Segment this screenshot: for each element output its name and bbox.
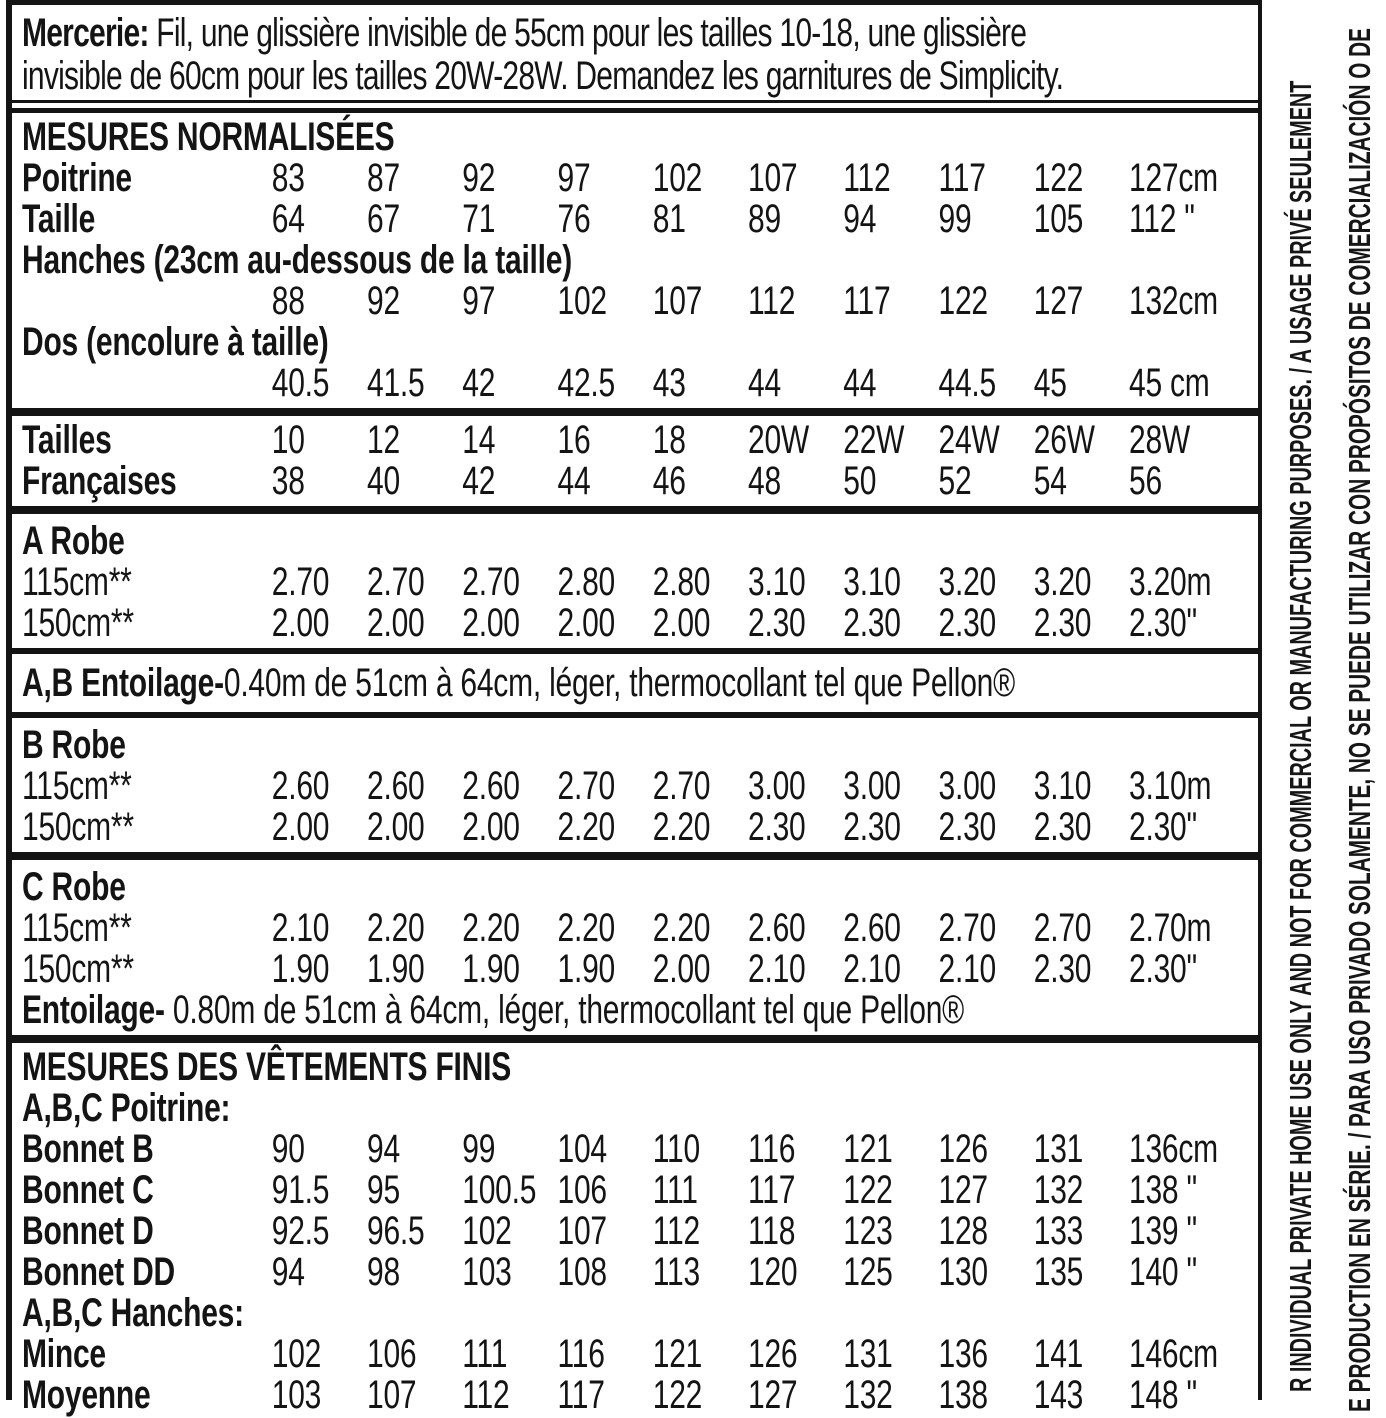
cell: 121 [652, 1332, 703, 1376]
cell: 45 [1033, 361, 1067, 405]
cell: 2.70 [557, 764, 615, 808]
cell: 126 [748, 1332, 798, 1376]
row-label: Bonnet D [22, 1209, 154, 1253]
cell: 2.10 [938, 947, 996, 991]
cell: 112 [462, 1373, 510, 1417]
row-label: Bonnet DD [22, 1250, 175, 1294]
cell: 2.70 [462, 560, 520, 604]
table-row [22, 766, 1252, 807]
cell: 2.70m [1129, 906, 1212, 950]
cell: 2.30 [1033, 805, 1092, 849]
cell: 2.70 [1033, 906, 1092, 950]
mercerie-line-1 [22, 12, 1252, 55]
cell: 1.90 [462, 947, 520, 991]
section-separator [12, 712, 1258, 718]
cell: 2.60 [462, 764, 520, 808]
cell: 64 [271, 197, 305, 241]
cell: 116 [748, 1127, 796, 1171]
cell: 1.90 [557, 947, 615, 991]
cell: 97 [462, 279, 496, 323]
cell: 2.30 [748, 601, 806, 645]
cell: 54 [1033, 459, 1067, 503]
cell: 3.20 [938, 560, 996, 604]
cell: 117 [843, 279, 891, 323]
section-heading: B Robe [22, 723, 126, 767]
cell: 102 [271, 1332, 322, 1376]
cell: 116 [557, 1332, 605, 1376]
note-row [22, 663, 1252, 704]
cell: 123 [843, 1209, 893, 1253]
cell: 112 [748, 279, 796, 323]
section-mesures-normalisees [22, 115, 1258, 406]
row-label: 150cm** [22, 947, 134, 991]
row-label: Poitrine [22, 156, 132, 200]
cell: 107 [557, 1209, 607, 1253]
cell: 131 [1033, 1127, 1084, 1171]
cell: 106 [557, 1168, 607, 1212]
cell: 127 [938, 1168, 988, 1212]
cell: 16 [557, 418, 591, 462]
cell: 88 [271, 279, 305, 323]
cell: 3.00 [843, 764, 901, 808]
cell: 146cm [1129, 1332, 1218, 1376]
cell: 3.20 [1033, 560, 1092, 604]
cell: 2.10 [271, 906, 330, 950]
cell: 56 [1129, 459, 1162, 503]
row-label: Françaises [22, 459, 177, 503]
mercerie-line-2: invisible de 60cm pour les tailles 20W-28W. Demandez les garnitures de Simplicity. [22, 54, 1064, 98]
row-label: Bonnet B [22, 1127, 154, 1171]
section-heading: MESURES NORMALISÉES [22, 115, 395, 159]
cell: 111 [652, 1168, 698, 1212]
cell: 94 [843, 197, 877, 241]
cell: 12 [367, 418, 400, 462]
cell: 107 [652, 279, 703, 323]
cell: 132 [843, 1373, 893, 1417]
cell: 42 [462, 361, 496, 405]
cell: 143 [1033, 1373, 1084, 1417]
cell: 122 [1033, 156, 1084, 200]
cell: 132 [1033, 1168, 1084, 1212]
table-row [22, 562, 1252, 603]
cell: 2.70 [367, 560, 425, 604]
cell: 2.00 [271, 601, 330, 645]
table-row [22, 199, 1252, 240]
cell: 136cm [1129, 1127, 1218, 1171]
section-heading: Dos (encolure à taille) [22, 320, 329, 364]
cell: 104 [557, 1127, 607, 1171]
cell: 91.5 [271, 1168, 330, 1212]
table-row [22, 949, 1252, 990]
cell: 130 [938, 1250, 988, 1294]
cell: 2.00 [367, 601, 425, 645]
row-label: Taille [22, 197, 96, 241]
cell: 18 [652, 418, 686, 462]
cell: 148 " [1129, 1373, 1197, 1417]
cell: 2.20 [367, 906, 425, 950]
section-separator [12, 1035, 1258, 1043]
table-row [22, 807, 1252, 848]
row-label: 115cm** [22, 764, 132, 808]
cell: 135 [1033, 1250, 1084, 1294]
cell: 117 [938, 156, 986, 200]
cell: 3.20m [1129, 560, 1212, 604]
cell: 2.60 [271, 764, 330, 808]
cell: 106 [367, 1332, 417, 1376]
cell: 2.10 [843, 947, 901, 991]
cell: 3.10 [843, 560, 901, 604]
cell: 132cm [1129, 279, 1218, 323]
cell: 111 [462, 1332, 508, 1376]
table-row [22, 1334, 1252, 1375]
cell: 92 [367, 279, 400, 323]
cell: 28W [1129, 418, 1191, 462]
cell: 2.30" [1129, 805, 1197, 849]
cell: 2.30 [748, 805, 806, 849]
cell: 43 [652, 361, 686, 405]
cell: 100.5 [462, 1168, 537, 1212]
cell: 3.10 [748, 560, 806, 604]
cell: 2.60 [748, 906, 806, 950]
table-row [22, 1170, 1252, 1211]
cell: 133 [1033, 1209, 1084, 1253]
cell: 42 [462, 459, 496, 503]
cell: 96.5 [367, 1209, 425, 1253]
cell: 112 [652, 1209, 700, 1253]
table-row [22, 1375, 1252, 1416]
cell: 71 [462, 197, 496, 241]
measurement-blocks [22, 100, 1258, 1418]
cell: 102 [557, 279, 607, 323]
note-text: 0.40m de 51cm à 64cm, léger, thermocollant tel que Pellon® [223, 661, 1016, 705]
section-heading: A,B,C Hanches: [22, 1291, 244, 1335]
cell: 45 cm [1129, 361, 1210, 405]
cell: 122 [938, 279, 988, 323]
section-heading: A,B,C Poitrine: [22, 1086, 231, 1130]
cell: 41.5 [367, 361, 425, 405]
table-row [22, 1129, 1252, 1170]
cell: 2.20 [652, 805, 711, 849]
cell: 2.80 [557, 560, 615, 604]
cell: 20W [748, 418, 810, 462]
cell: 92 [462, 156, 496, 200]
cell: 103 [271, 1373, 322, 1417]
table-row [22, 363, 1252, 404]
cell: 126 [938, 1127, 988, 1171]
cell: 2.20 [652, 906, 711, 950]
cell: 112 [843, 156, 891, 200]
cell: 2.80 [652, 560, 711, 604]
row-label: 150cm** [22, 805, 134, 849]
cell: 40.5 [271, 361, 330, 405]
cell: 131 [843, 1332, 893, 1376]
cell: 98 [367, 1250, 400, 1294]
cell: 2.20 [462, 906, 520, 950]
section-separator [12, 852, 1258, 860]
section-heading: MESURES DES VÊTEMENTS FINIS [22, 1045, 511, 1089]
section-vetements-finis [22, 1045, 1258, 1418]
row-label: Tailles [22, 418, 112, 462]
cell: 107 [367, 1373, 417, 1417]
section-heading: C Robe [22, 865, 126, 909]
section-ab-entoilage [22, 656, 1258, 710]
cell: 108 [557, 1250, 607, 1294]
cell: 92.5 [271, 1209, 330, 1253]
section-separator [12, 100, 1258, 113]
cell: 118 [748, 1209, 796, 1253]
section-heading: A Robe [22, 519, 125, 563]
cell: 99 [938, 197, 972, 241]
row-label: Mince [22, 1332, 106, 1376]
cell: 2.00 [652, 947, 711, 991]
cell: 48 [748, 459, 781, 503]
section-c-robe [22, 862, 1258, 1033]
cell: 87 [367, 156, 400, 200]
cell: 122 [843, 1168, 893, 1212]
copyright-text-english-french: R INDIVIDUAL PRIVATE HOME USE ONLY AND NOT FOR COMMERCIAL OR MANUFACTURING PURPOSES. / A USAGE PRIVÉ SEULEMENT [1283, 80, 1318, 1393]
cell: 2.30 [1033, 601, 1092, 645]
table-row [22, 461, 1252, 502]
cell: 112 " [1129, 197, 1195, 241]
cell: 127 [748, 1373, 798, 1417]
cell: 90 [271, 1127, 305, 1171]
cell: 121 [843, 1127, 893, 1171]
cell: 44.5 [938, 361, 996, 405]
note-row [22, 990, 1252, 1031]
cell: 107 [748, 156, 798, 200]
cell: 40 [367, 459, 400, 503]
cell: 2.30 [843, 601, 901, 645]
cell: 42.5 [557, 361, 615, 405]
cell: 26W [1033, 418, 1095, 462]
cell: 46 [652, 459, 686, 503]
cell: 140 " [1129, 1250, 1197, 1294]
cell: 2.70 [652, 764, 711, 808]
cell: 117 [748, 1168, 796, 1212]
cell: 139 " [1129, 1209, 1197, 1253]
cell: 3.00 [938, 764, 996, 808]
cell: 2.60 [843, 906, 901, 950]
row-label: 115cm** [22, 906, 132, 950]
cell: 127 [1033, 279, 1084, 323]
cell: 2.00 [462, 805, 520, 849]
cell: 44 [557, 459, 591, 503]
cell: 2.30 [938, 601, 996, 645]
cell: 117 [557, 1373, 605, 1417]
row-label: 115cm** [22, 560, 132, 604]
table-row [22, 908, 1252, 949]
cell: 2.30 [1033, 947, 1092, 991]
cell: 138 " [1129, 1168, 1197, 1212]
cell: 128 [938, 1209, 988, 1253]
cell: 67 [367, 197, 400, 241]
table-row [22, 420, 1252, 461]
table-row [22, 281, 1252, 322]
section-separator [12, 648, 1258, 654]
cell: 89 [748, 197, 781, 241]
cell: 103 [462, 1250, 512, 1294]
cell: 127cm [1129, 156, 1218, 200]
cell: 95 [367, 1168, 400, 1212]
cell: 120 [748, 1250, 798, 1294]
table-row [22, 158, 1252, 199]
section-tailles [22, 418, 1258, 504]
cell: 2.70 [938, 906, 996, 950]
mercerie-label: Mercerie: [22, 11, 149, 55]
cell: 3.10 [1033, 764, 1092, 808]
cell: 113 [652, 1250, 700, 1294]
cell: 44 [843, 361, 877, 405]
cell: 110 [652, 1127, 700, 1171]
cell: 2.30" [1129, 947, 1197, 991]
cell: 94 [271, 1250, 305, 1294]
mercerie-text-1: Fil, une glissière invisible de 55cm pour les tailles 10-18, une glissière [156, 11, 1027, 55]
cell: 3.00 [748, 764, 806, 808]
cell: 138 [938, 1373, 988, 1417]
mercerie-note [22, 10, 1258, 100]
cell: 2.30 [938, 805, 996, 849]
cell: 76 [557, 197, 591, 241]
cell: 2.10 [748, 947, 806, 991]
cell: 2.70 [271, 560, 330, 604]
cell: 3.10m [1129, 764, 1212, 808]
cell: 125 [843, 1250, 893, 1294]
section-a-robe [22, 516, 1258, 646]
row-label: Bonnet C [22, 1168, 154, 1212]
cell: 105 [1033, 197, 1084, 241]
cell: 94 [367, 1127, 400, 1171]
note-label: Entoilage- [22, 988, 165, 1032]
cell: 24W [938, 418, 1000, 462]
cell: 2.00 [652, 601, 711, 645]
cell: 2.00 [367, 805, 425, 849]
cell: 97 [557, 156, 591, 200]
cell: 83 [271, 156, 305, 200]
cell: 2.20 [557, 906, 615, 950]
cell: 44 [748, 361, 781, 405]
row-label: 150cm** [22, 601, 134, 645]
cell: 141 [1033, 1332, 1084, 1376]
measurement-chart [6, 0, 1262, 1417]
cell: 22W [843, 418, 905, 462]
cell: 2.00 [462, 601, 520, 645]
table-row [22, 1252, 1252, 1293]
cell: 2.20 [557, 805, 615, 849]
cell: 2.30 [843, 805, 901, 849]
note-text: 0.80m de 51cm à 64cm, léger, thermocollant tel que Pellon® [164, 988, 965, 1032]
cell: 38 [271, 459, 305, 503]
table-row [22, 1211, 1252, 1252]
table-row [22, 603, 1252, 644]
cell: 52 [938, 459, 972, 503]
section-heading: Hanches (23cm au-dessous de la taille) [22, 238, 572, 282]
cell: 50 [843, 459, 877, 503]
note-label: A,B Entoilage- [22, 661, 224, 705]
cell: 10 [271, 418, 305, 462]
cell: 1.90 [367, 947, 425, 991]
section-separator [12, 408, 1258, 416]
row-label: Moyenne [22, 1373, 151, 1417]
cell: 2.00 [271, 805, 330, 849]
cell: 102 [462, 1209, 512, 1253]
cell: 81 [652, 197, 686, 241]
cell: 2.30" [1129, 601, 1197, 645]
cell: 136 [938, 1332, 988, 1376]
cell: 1.90 [271, 947, 330, 991]
section-b-robe [22, 720, 1258, 850]
cell: 2.00 [557, 601, 615, 645]
cell: 2.60 [367, 764, 425, 808]
cell: 102 [652, 156, 703, 200]
section-separator [12, 506, 1258, 514]
cell: 99 [462, 1127, 496, 1171]
cell: 122 [652, 1373, 703, 1417]
copyright-text-spanish: E PRODUCTION EN SÉRIE. / PARA USO PRIVADO SOLAMENTE, NO SE PUEDE UTILIZAR CON PROPÓSITOS DE COMERCIALIZACIÓN O DE [1342, 27, 1377, 1412]
cell: 14 [462, 418, 496, 462]
